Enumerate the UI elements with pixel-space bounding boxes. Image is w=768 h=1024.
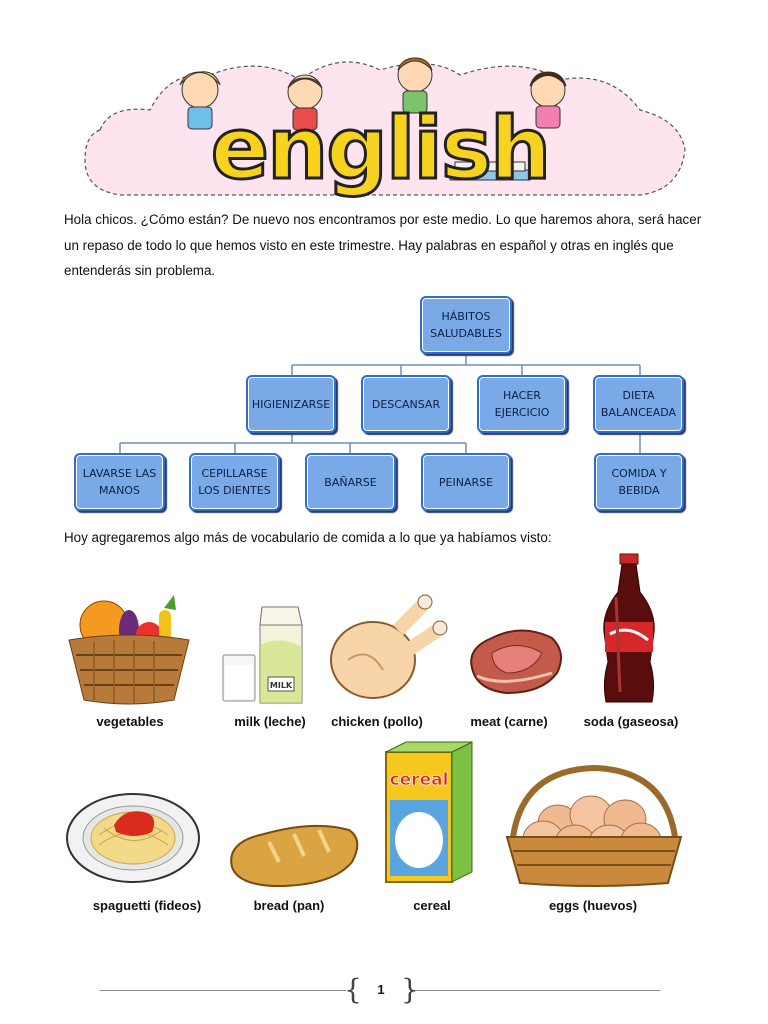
tree-root-box [420,296,512,354]
tree-level1-dieta-balanceada [593,375,684,433]
page-number: 1 [377,982,385,997]
footer-brace-left: { [344,973,362,1006]
vegetable-basket-icon [64,590,194,705]
tree-level1-label: DESCANSAR [371,397,441,411]
soda-bottle-icon [594,552,664,707]
food-label-bread: bread (pan) [253,898,325,913]
banner-title: english [210,99,550,199]
food-label-chicken: chicken (pollo) [331,714,423,729]
english-banner [80,50,690,200]
tree-level2-cepillarse-los-dientes [189,453,280,511]
bread-icon [224,812,364,892]
egg-basket-icon [503,765,685,887]
tree-level1-label: HIGIENIZARSE [251,397,331,411]
food-label-spaghetti: spaguetti (fideos) [92,898,202,913]
vocabulary-subtitle: Hoy agregaremos algo más de vocabulario de comida a lo que ya habíamos visto: [64,530,552,545]
tree-level1-higienizarse [246,375,336,433]
tree-level2-label: PEINARSE [438,475,494,489]
milk-carton-icon [220,605,305,705]
tree-level2-label: COMIDA Y BEBIDA [611,467,667,497]
intro-paragraph: Hola chicos. ¿Cómo están? De nuevo nos encontramos por este medio. Lo que haremos ahora, será hacer un repaso de todo lo que hemos visto en este trimestre. Hay palabras en español y otras en inglés que entenderás sin problema. [64,212,702,278]
tree-level2-banarse [305,453,396,511]
tree-level1-hacer-ejercicio [477,375,567,433]
tree-level1-descansar [361,375,451,433]
tree-level2-lavarse-las-manos [74,453,165,511]
chicken-icon [328,590,453,705]
tree-level1-label: HACER EJERCICIO [494,389,550,419]
tree-level2-peinarse [421,453,511,511]
food-label-vegetables: vegetables [96,714,164,729]
tree-root-label: HÁBITOS SALUDABLES [430,310,502,340]
spaghetti-plate-icon [64,790,202,885]
food-label-cereal: cereal [413,898,451,913]
svg-text:MILK: MILK [269,681,293,690]
cereal-box-icon [384,740,476,885]
food-label-milk: milk (leche) [234,714,306,729]
footer-line-left [100,990,346,991]
food-label-soda: soda (gaseosa) [583,714,679,729]
tree-level2-comida-y-bebida [594,453,684,511]
svg-text:cereal: cereal [389,770,449,790]
tree-level2-label: BAÑARSE [324,475,377,489]
footer-brace-right: } [401,973,419,1006]
tree-level1-label: DIETA BALANCEADA [600,389,677,419]
food-label-meat: meat (carne) [470,714,548,729]
tree-level2-label: CEPILLARSE LOS DIENTES [198,467,271,497]
meat-icon [462,618,572,703]
food-label-eggs: eggs (huevos) [548,898,638,913]
tree-level2-label: LAVARSE LAS MANOS [82,467,157,497]
footer-line-right [410,990,660,991]
